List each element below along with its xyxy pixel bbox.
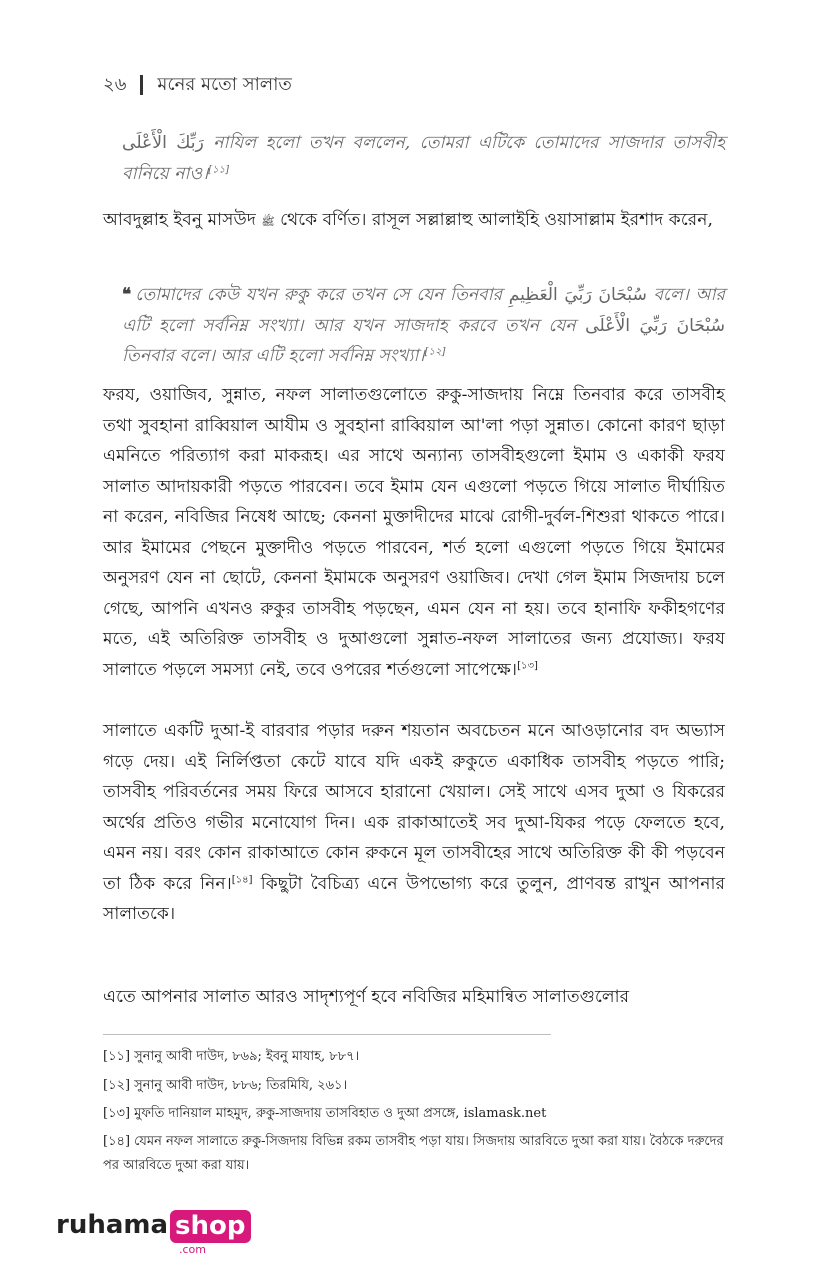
body-paragraph-3 [103, 982, 725, 1013]
quote-mark-icon: ❝ [122, 285, 132, 305]
quote-text-3: তিনবার বলে। আর এটি হলো সর্বনিম্ন সংখ্যা। [122, 346, 425, 366]
arabic-tasbih-ruku: سُبْحَانَ رَبِّيَ الْعَظِيمِ [508, 285, 647, 305]
book-title: মনের মতো সালাত [157, 73, 292, 95]
footnote-ref-12[interactable]: [১২] [424, 346, 446, 358]
body-text-2: কিছুটা বৈচিত্র্য এনে উপভোগ্য করে তুলুন, প্রাণবন্ত রাখুন আপনার সালাতকে। [103, 873, 725, 924]
narration-text-2: থেকে বর্ণিত। রাসূল সল্লাল্লাহু আলাইহি ওয়াসাল্লাম ইরশাদ করেন, [274, 210, 713, 230]
narration-text: আবদুল্লাহ ইবনু মাসউদ [103, 210, 262, 230]
logo-domain: .com [179, 1243, 206, 1256]
footnote-11: [১১] সুনানু আবী দাউদ, ৮৬৯; ইবনু মাযাহ, ৮৮৭। [103, 1049, 360, 1064]
footnote-12: [১২] সুনানু আবী দাউদ, ৮৮৬; তিরমিযি, ২৬১। [103, 1078, 348, 1093]
quote-text-2: তাসবীহ বানিয়ে নাও। [122, 133, 725, 184]
logo-word-shop: shop [175, 1211, 246, 1241]
body-text: ফরয, ওয়াজিব, সুন্নাত, নফল সালাতগুলোতে রুকু-সাজদায় নিম্নে তিনবার করে তাসবীহ তথা সুবহানা রাব্বিয়াল আযীম ও সুবহানা রাব্বিয়াল আ'লা পড়া সুন্নাত। কোনো কারণ ছাড়া এমনিতে পরিত্যাগ করা মাকরূহ। এর সাথে অন্যান্য তাসবীহগুলো ইমাম ও একাকী ফরয সালাত আদায়কারী পড়তে পারবেন। তবে ইমাম যেন এগুলো পড়তে গিয়ে সালাত দীর্ঘায়িত না করেন, নবিজির নিষেধ আছে; কেননা মুক্তাদীদের মাঝে রোগী-দুর্বল-শিশুরা থাকতে পারে। আর ইমামের পেছনে মুক্তাদীও পড়তে পারবেন, শর্ত হলো এগুলো পড়তে গিয়ে ইমামের অনুসরণ যেন না ছোটে, কেননা ইমামকে অনুসরণ ওয়াজিব। দেখা গেল ইমাম সিজদায় চলে গেছে, আপনি এখনও রুকুর তাসবীহ পড়ছেন, এমন যেন না হয়। তবে হানাফি ফকীহগণের মতে, এই অতিরিক্ত তাসবীহ ও দুআগুলো সুন্নাত-নফল সালাতের জন্য প্রযোজ্য। ফরয সালাতে পড়লে সমস্যা নেই, তবে ওপরের শর্তগুলো সাপেক্ষে। [103, 385, 725, 680]
footnote-14: [১৪] যেমন নফল সালাতে রুকু-সিজদায় বিভিন্ন রকম তাসবীহ পড়া যায়। সিজদায় আরবিতে দুআ করা যায়। বৈঠকে দরুদের পর আরবিতে দুআ করা যায়। [103, 1134, 724, 1173]
quote-text: তোমাদের কেউ যখন রুকু করে তখন সে যেন তিনবার [135, 285, 509, 305]
hadith-quote-2 [122, 280, 725, 372]
footnote-ref-11[interactable]: [১১] [208, 163, 230, 175]
logo-word-ruhama: ruhama [56, 1210, 169, 1240]
body-paragraph-1 [103, 380, 725, 685]
body-text: এতে আপনার সালাত আরও সাদৃশ্যপূর্ণ হবে নবিজির মহিমান্বিত সালাতগুলোর [103, 987, 630, 1007]
ruhamashop-logo [56, 1210, 251, 1256]
arabic-verse: رَبِّكَ الْأَعْلَى [122, 133, 204, 153]
hadith-quote-1 [122, 128, 725, 189]
header-divider [140, 75, 143, 95]
footnote-ref-14[interactable]: [১৪] [231, 873, 253, 885]
quote-text-2: বলে। আর এটি হলো সর্বনিম্ন সংখ্যা। আর যখন সাজদাহ করবে তখন যেন [122, 285, 725, 336]
quote-text: নাযিল হলো তখন বললেন, তোমরা এটিকে তোমাদের সাজদার [203, 133, 663, 153]
body-text: সালাতে একটি দুআ-ই বারবার পড়ার দরুন শয়তান অবচেতন মনে আওড়ানোর বদ অভ্যাস গড়ে দেয়। এই নির্লিপ্ততা কেটে যাবে যদি একই রুকুতে একাধিক তাসবীহ পড়তে পারি; তাসবীহ পরিবর্তনের সময় ফিরে আসবে হারানো খেয়াল। সেই সাথে এসব দুআ ও যিকরের অর্থের প্রতিও গভীর মনোযোগ দিন। এক রাকাআতেই সব দুআ-যিকর পড়ে ফেলতে হবে, এমন নয়। বরং কোন রাকাআতে কোন রুকনে মূল তাসবীহের সাথে অতিরিক্ত কী কী পড়বেন তা ঠিক করে নিন। [103, 721, 725, 894]
narration-paragraph [103, 205, 725, 238]
footnote-divider [103, 1034, 551, 1035]
page-number: ২৬ [103, 73, 127, 95]
footnote-13: [১৩] মুফতি দানিয়াল মাহমুদ, রুকু-সাজদায় তাসবিহাত ও দুআ প্রসঙ্গে, islamask.net [103, 1106, 547, 1121]
footnote-ref-13[interactable]: [১৩] [517, 659, 538, 671]
body-paragraph-2 [103, 716, 725, 930]
arabic-tasbih-sajda: سُبْحَانَ رَبِّيَ الْأَعْلَى [585, 315, 725, 336]
logo-shop-badge [170, 1210, 250, 1243]
honorific-icon: ﷺ [261, 215, 275, 228]
running-header [103, 70, 292, 100]
